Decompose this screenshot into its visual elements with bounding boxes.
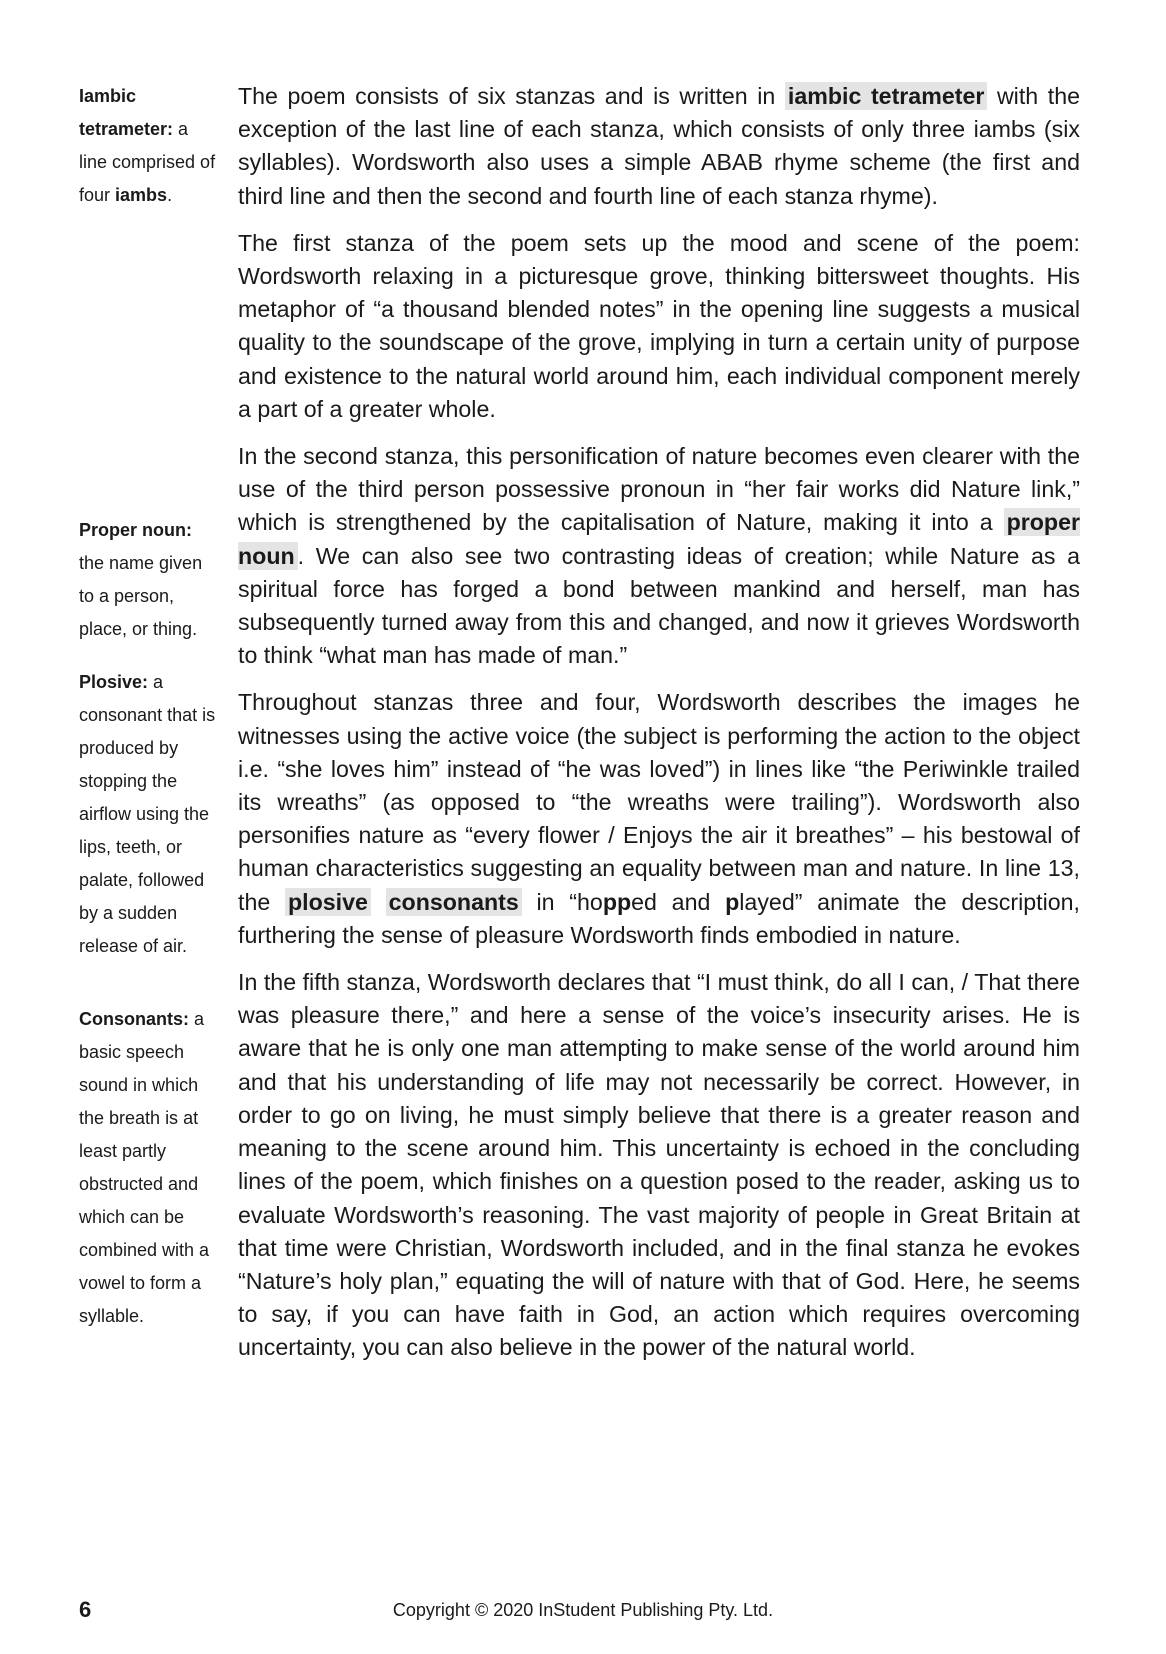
term-consonants: consonants [386, 888, 522, 916]
plosive-p: p [725, 888, 740, 915]
plosive-pp: pp [602, 888, 632, 915]
page-number: 6 [79, 1597, 92, 1622]
paragraph-2: The first stanza of the poem sets up the mood and scene of the poem: Wordsworth relaxing in a picturesque grove, thinking bittersweet thoughts. His metaphor of “a thousand blended notes” in the opening line suggests a musical quality to the soundscape of the grove, implying in turn a certain unity of purpose and existence to the natural world around him, each individual component merely a part of a greater whole. [238, 229, 1080, 422]
copyright-notice: Copyright © 2020 InStudent Publishing Pty. Ltd. [392, 1600, 774, 1620]
glossary-definition: a line comprised of four [79, 119, 216, 205]
glossary-definition: a consonant that is produced by stopping the airflow using the lips, teeth, or palate, followed by a sudden release of air. [79, 672, 216, 956]
glossary-plosive [79, 666, 219, 963]
paragraph-4: Throughout stanzas three and four, Wordsworth describes the images he witnesses using the active voice (the subject is performing the action to the object i.e. “she loves him” instead of “he was loved”) in lines like “the Periwinkle trailed its wreaths” (as opposed to “the wreaths were trailing”). Wordsworth also personifies nature as “every flower / Enjoys the air it breathes” – his bestowal of human characteristics suggesting an equality between man and nature. In line 13, the plosive consonants in “hopped and played” animate the description, furthering the sense of pleasure Wordsworth finds embodied in nature. [238, 689, 1080, 948]
glossary-consonants [79, 1003, 219, 1333]
glossary-term: Consonants: [79, 1009, 189, 1029]
glossary-term: Proper noun: [79, 520, 192, 540]
glossary-proper-noun [79, 514, 219, 646]
glossary-iambic-tetrameter [79, 80, 219, 212]
term-plosive: plosive [285, 888, 371, 916]
main-text [238, 80, 1080, 1379]
glossary-definition-end: . [167, 185, 173, 205]
paragraph-3: In the second stanza, this personification of nature becomes even clearer with the use of the third person possessive pronoun in “her fair works did Nature link,” which is strengthened by the capitalisation of Nature, making it into a proper noun . We can also see two contrasting ideas of creation; while Nature as a spiritual force has forged a bond between mankind and herself, man has subsequently turned away from this and changed, and now it grieves Wordsworth to think “what man has made of man.” [238, 443, 1080, 669]
term-proper-noun: proper noun [238, 509, 1080, 569]
glossary-term: Iambic tetrameter: [79, 86, 174, 139]
term-iambic-tetrameter: iambic tetrameter [785, 82, 987, 110]
glossary-definition: a basic speech sound in which the breath is at least partly obstructed and which can be combined with a vowel to form a syllable. [79, 1009, 210, 1326]
paragraph-1: The poem consists of six stanzas and is written in iambic tetrameter with the exception of the last line of each stanza, which consists of only three iambs (six syllables). Wordsworth also uses a simple ABAB rhyme scheme (the first and third line and then the second and fourth line of each stanza rhyme). [238, 83, 1080, 209]
glossary-term: Plosive: [79, 672, 149, 692]
glossary-definition-bold: iambs [115, 185, 168, 205]
glossary-definition: the name given to a person, place, or thing. [79, 553, 203, 639]
paragraph-5: In the fifth stanza, Wordsworth declares that “I must think, do all I can, / That there was pleasure there,” and here a sense of the voice’s insecurity arises. He is aware that he is only one man attempting to make sense of the world around him and that his understanding of life may not necessarily be correct. However, in order to go on living, he must simply believe that there is a greater reason and meaning to the scene around him. This uncertainty is echoed in the concluding lines of the poem, which finishes on a question posed to the reader, asking us to evaluate Wordsworth’s reasoning. The vast majority of people in Great Britain at that time were Christian, Wordsworth included, and in the final stanza he evokes “Nature’s holy plan,” equating the will of nature with that of God. Here, he seems to say, if you can have faith in God, an action which requires overcoming uncertainty, you can also believe in the power of the natural world. [238, 969, 1080, 1361]
